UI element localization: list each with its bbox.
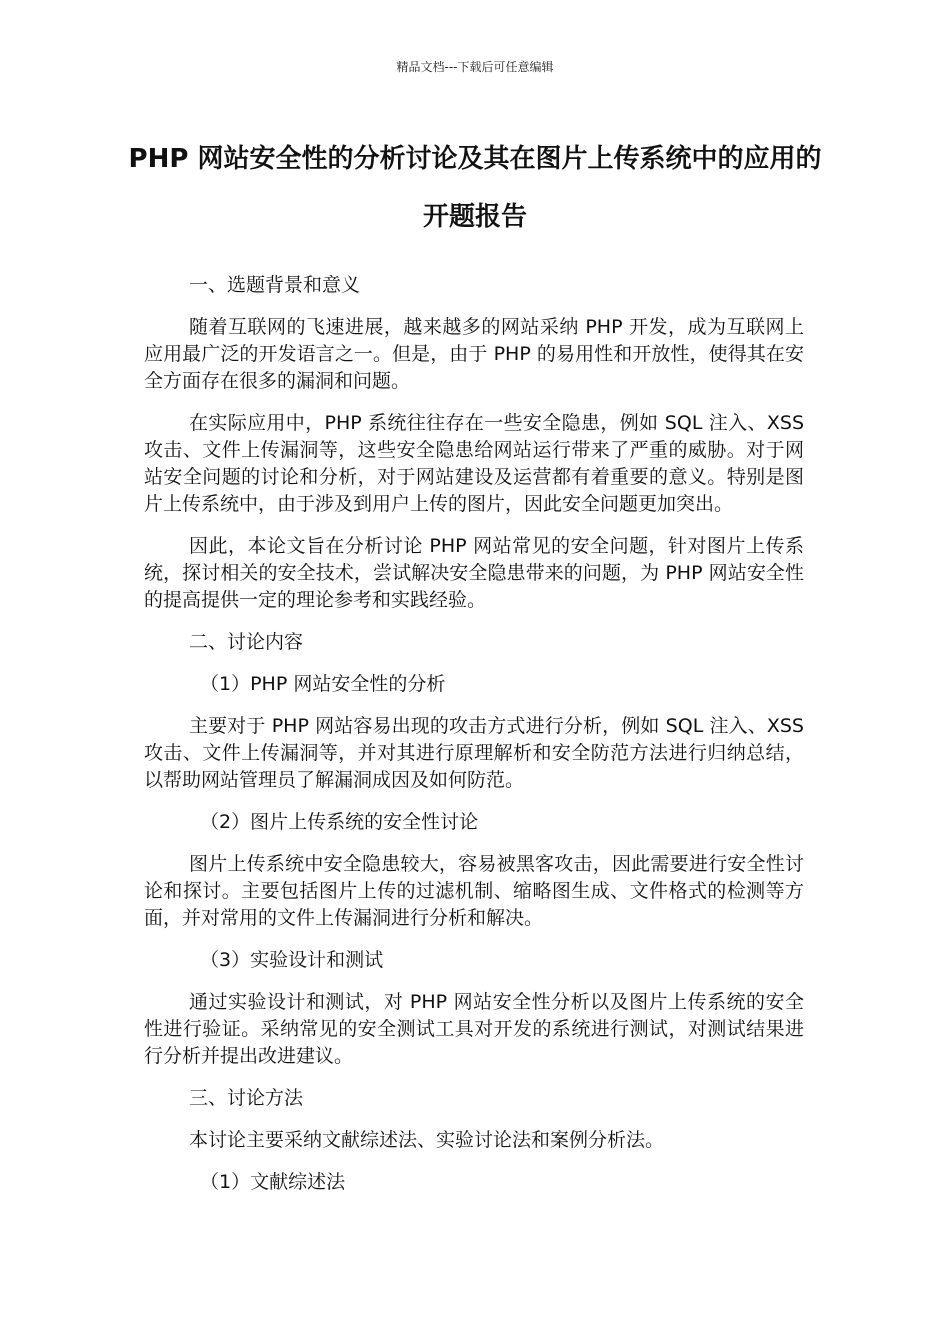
subheading-literature-review: （1）文献综述法: [200, 1171, 346, 1193]
paragraph-experiment: 通过实验设计和测试，对 PHP 网站安全性分析以及图片上传系统的安全性进行验证。采纳常见的安全测试工具对开发的系统进行测试，对测试结果进行分析并提出改进建议。: [144, 991, 804, 1067]
paragraph-php-popularity: 随着互联网的飞速进展，越来越多的网站采纳 PHP 开发，成为互联网上应用最广泛的开发语言之一。但是，由于 PHP 的易用性和开放性，使得其在安全方面存在很多的漏洞和问题。: [144, 316, 804, 392]
section-heading-background: 一、选题背景和意义: [189, 274, 361, 296]
section-heading-content: 二、讨论内容: [189, 631, 304, 653]
paragraph-paper-goal: 因此，本论文旨在分析讨论 PHP 网站常见的安全问题，针对图片上传系统，探讨相关的安全技术，尝试解决安全隐患带来的问题，为 PHP 网站安全性的提高提供一定的理论参考和实践经验。: [144, 535, 804, 611]
section-heading-method: 三、讨论方法: [189, 1087, 304, 1109]
paragraph-security-risks: 在实际应用中，PHP 系统往往存在一些安全隐患，例如 SQL 注入、XSS 攻击、文件上传漏洞等，这些安全隐患给网站运行带来了严重的威胁。对于网站安全问题的讨论和分析，对于网站建设及运营都有着重要的意义。特别是图片上传系统中，由于涉及到用户上传的图片，因此安全问题更加突出。: [144, 412, 804, 515]
subheading-php-security-analysis: （1）PHP 网站安全性的分析: [200, 673, 446, 695]
header-note: 精品文档---下载后可任意编辑: [396, 60, 554, 74]
paragraph-upload-discussion: 图片上传系统中安全隐患较大，容易被黑客攻击，因此需要进行安全性讨论和探讨。主要包括图片上传的过滤机制、缩略图生成、文件格式的检测等方面，并对常用的文件上传漏洞进行分析和解决。: [144, 853, 804, 929]
subheading-experiment: （3）实验设计和测试: [200, 949, 384, 971]
document-body: [144, 272, 804, 1211]
subheading-upload-security: （2）图片上传系统的安全性讨论: [200, 811, 479, 833]
paragraph-methods: 本讨论主要采纳文献综述法、实验讨论法和案例分析法。: [189, 1129, 665, 1151]
paragraph-attack-analysis: 主要对于 PHP 网站容易出现的攻击方式进行分析，例如 SQL 注入、XSS 攻击、文件上传漏洞等，并对其进行原理解析和安全防范方法进行归纳总结，以帮助网站管理员了解漏洞成因及如何防范。: [144, 715, 804, 791]
document-title: PHP 网站安全性的分析讨论及其在图片上传系统中的应用的开题报告: [128, 144, 822, 232]
